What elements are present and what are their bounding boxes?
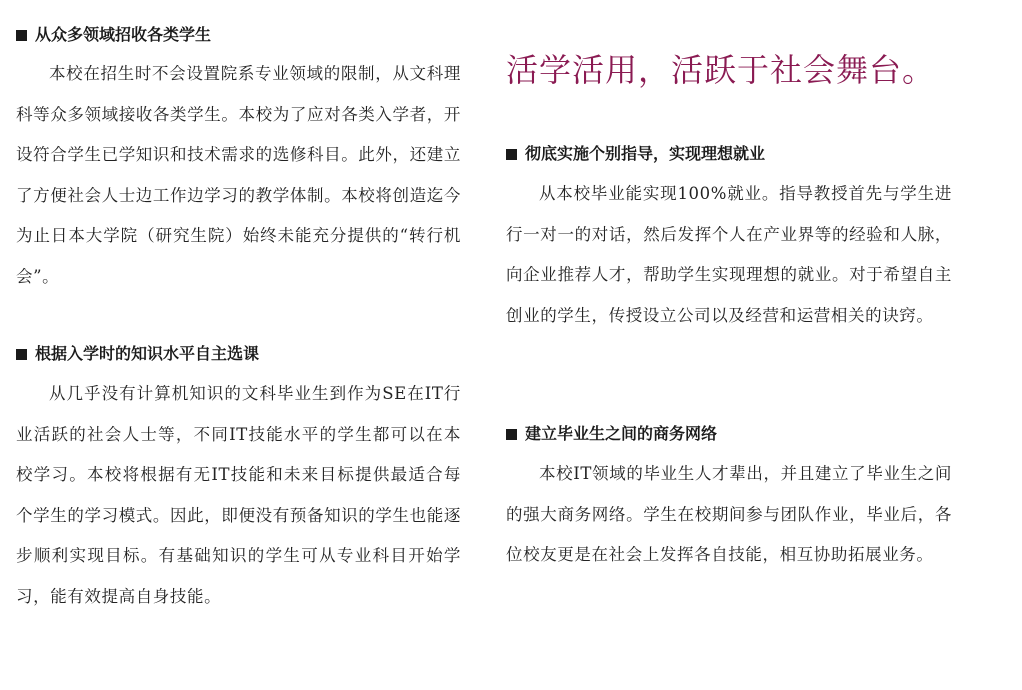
section-heading xyxy=(16,343,461,365)
section-body: 本校IT领域的毕业生人才辈出，并且建立了毕业生之间的强大商务网络。学生在校期间参与团队作业，毕业后，各位校友更是在社会上发挥各自技能，相互协助拓展业务。 xyxy=(506,464,952,564)
section-heading xyxy=(16,24,461,46)
heading-text: 建立毕业生之间的商务网络 xyxy=(525,424,718,443)
square-bullet-icon xyxy=(16,30,27,41)
section-body: 本校在招生时不会设置院系专业领域的限制，从文科理科等众多领域接收各类学生。本校为了应对各类入学者，开设符合学生已学知识和技术需求的选修科目。此外，还建立了方便社会人士边工作边学习的教学体制。本校将创造迄今为止日本大学院（研究生院）始终未能充分提供的“转行机会”。 xyxy=(16,64,461,286)
section-heading xyxy=(506,423,952,445)
heading-text: 彻底实施个别指导，实现理想就业 xyxy=(525,144,766,163)
section-career-guidance xyxy=(506,143,952,336)
section-business-network xyxy=(506,423,952,576)
section-heading xyxy=(506,143,952,165)
square-bullet-icon xyxy=(506,149,517,160)
heading-text: 根据入学时的知识水平自主选课 xyxy=(35,344,260,363)
square-bullet-icon xyxy=(16,349,27,360)
section-body: 从本校毕业能实现100%就业。指导教授首先与学生进行一对一的对话，然后发挥个人在产业界等的经验和人脉，向企业推荐人才，帮助学生实现理想的就业。对于希望自主创业的学生，传授设立公司以及经营和运营相关的诀窍。 xyxy=(506,184,952,325)
square-bullet-icon xyxy=(506,429,517,440)
section-course-selection xyxy=(16,343,461,617)
section-diverse-admission xyxy=(16,24,461,297)
section-body: 从几乎没有计算机知识的文科毕业生到作为SE在IT行业活跃的社会人士等，不同IT技能水平的学生都可以在本校学习。本校将根据有无IT技能和未来目标提供最适合每个学生的学习模式。因此，即便没有预备知识的学生也能逐步顺利实现目标。有基础知识的学生可从专业科目开始学习，能有效提高自身技能。 xyxy=(16,384,461,606)
heading-text: 从众多领域招收各类学生 xyxy=(35,25,212,44)
slogan-title: 活学活用，活跃于社会舞台。 xyxy=(506,51,936,89)
